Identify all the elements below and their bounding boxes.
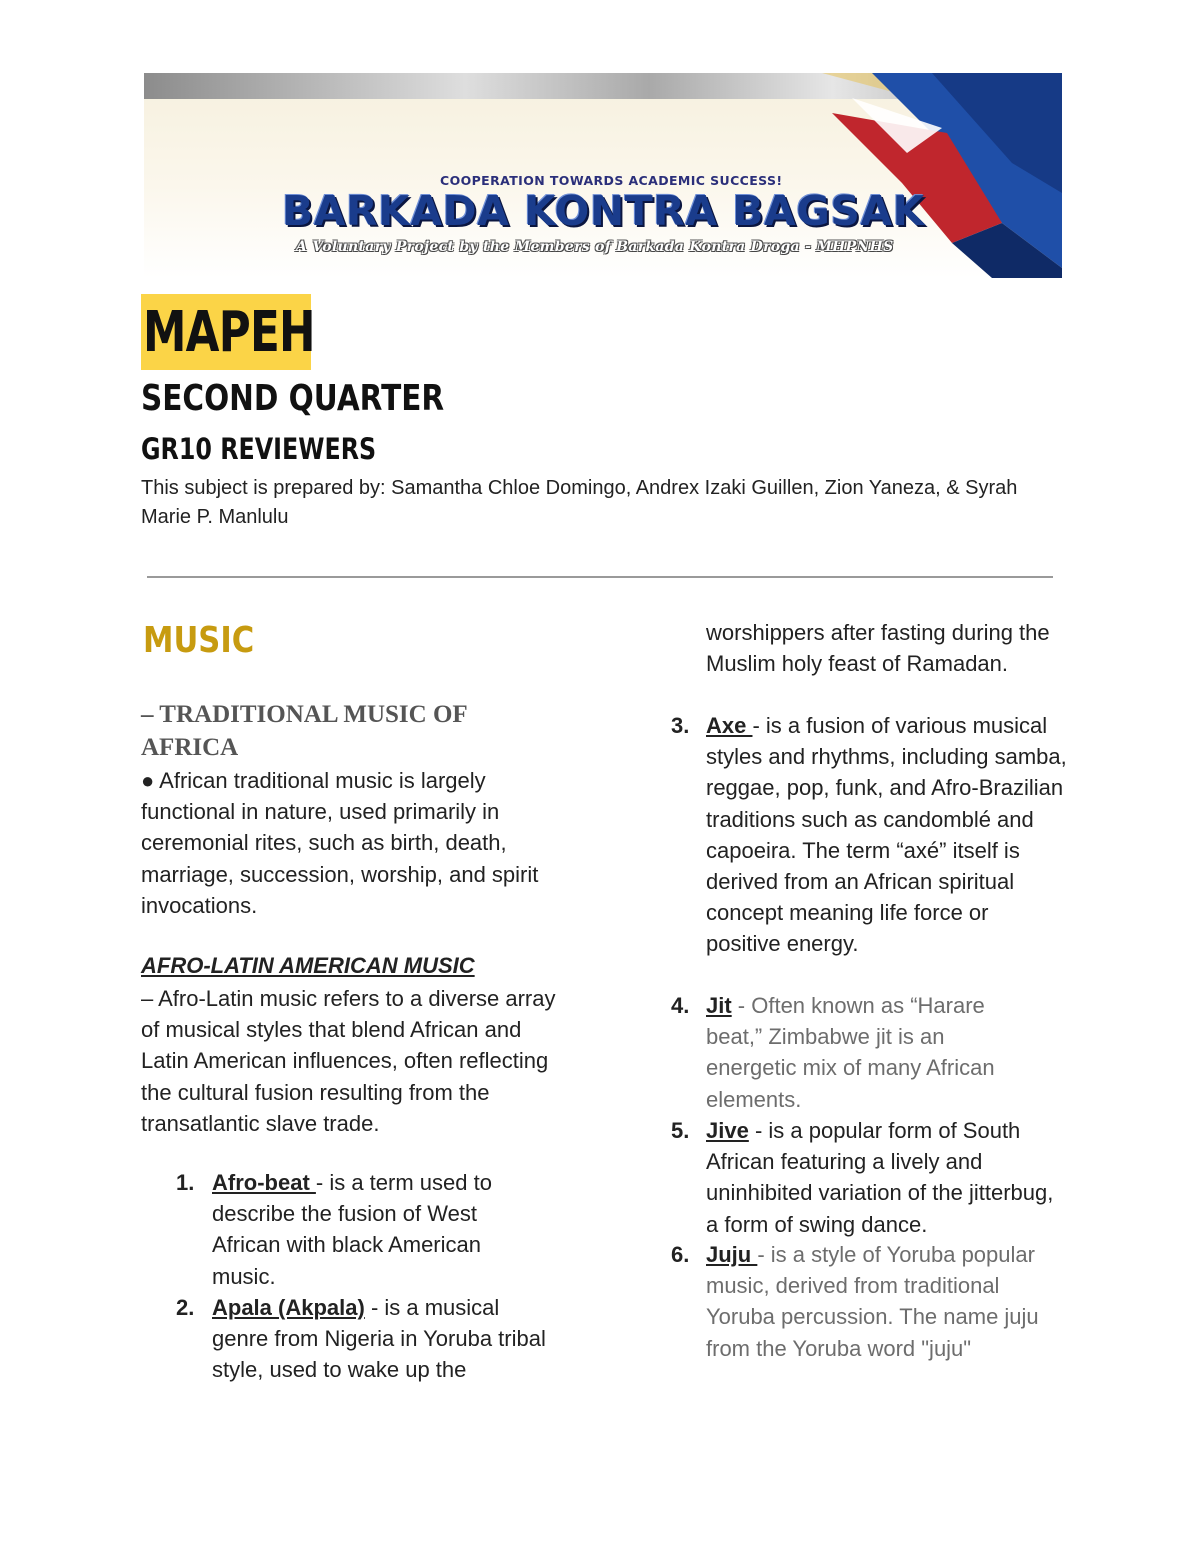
- section-title-music: MUSIC: [143, 620, 255, 661]
- term: Juju: [706, 1242, 758, 1267]
- prepared-by: This subject is prepared by: Samantha Chloe Domingo, Andrex Izaki Guillen, Zion Yaneza, & Syrah Marie P. Manlulu: [141, 477, 1018, 528]
- list-number: 3.: [671, 713, 690, 738]
- definition: - Often known as “Harare beat,” Zimbabwe jit is an energetic mix of many African elements.: [706, 993, 995, 1112]
- list-number: 2.: [176, 1295, 195, 1320]
- banner-subtitle: A Voluntary Project by the Members of Barkada Kontra Droga - MHPNHS: [296, 239, 894, 255]
- term: Apala (Akpala): [212, 1295, 365, 1320]
- banner-tagline: COOPERATION TOWARDS ACADEMIC SUCCESS!: [440, 173, 783, 188]
- list-number: 1.: [176, 1170, 195, 1195]
- intro-paragraph: ● African traditional music is largely functional in nature, used primarily in ceremonial rites, such as birth, death, marriage, succession, worship, and spirit invocations.: [141, 768, 539, 918]
- term: Jive: [706, 1118, 749, 1143]
- afro-latin-heading: AFRO-LATIN AMERICAN MUSIC: [141, 953, 475, 978]
- header-banner: [144, 73, 1062, 278]
- term: Jit: [706, 993, 732, 1018]
- grade-title: GR10 REVIEWERS: [141, 432, 377, 466]
- list-number: 5.: [671, 1118, 690, 1143]
- subject-title: MAPEH: [143, 300, 315, 365]
- divider: [147, 576, 1053, 578]
- list-number: 6.: [671, 1242, 690, 1267]
- list-item-continued: worshippers after fasting during the Muslim holy feast of Ramadan.: [706, 620, 1050, 677]
- term: Afro-beat: [212, 1170, 316, 1195]
- afro-latin-paragraph: – Afro-Latin music refers to a diverse array of musical styles that blend African and Latin American influences, often reflecting the cultural fusion resulting from the transatlantic slave trade.: [141, 986, 556, 1136]
- term: Axe: [706, 713, 753, 738]
- definition: - is a style of Yoruba popular music, derived from traditional Yoruba percussion. The name juju from the Yoruba word "juju": [706, 1242, 1039, 1361]
- definition: - is a term used to describe the fusion of West African with black American music.: [212, 1170, 492, 1289]
- subheading-traditional-music: – TRADITIONAL MUSIC OF AFRICA: [141, 701, 467, 761]
- banner-title: BARKADA KONTRA BAGSAK: [282, 187, 925, 235]
- definition: - is a popular form of South African featuring a lively and uninhibited variation of the jitterbug, a form of swing dance.: [706, 1118, 1054, 1237]
- definition: - is a fusion of various musical styles and rhythms, including samba, reggae, pop, funk, and Afro-Brazilian traditions such as candomblé and capoeira. The term “axé” itself is derived from an African spiritual concept meaning life force or positive energy.: [706, 713, 1067, 957]
- quarter-title: SECOND QUARTER: [141, 378, 445, 419]
- list-number: 4.: [671, 993, 690, 1018]
- definition: - is a musical genre from Nigeria in Yoruba tribal style, used to wake up the: [212, 1295, 546, 1383]
